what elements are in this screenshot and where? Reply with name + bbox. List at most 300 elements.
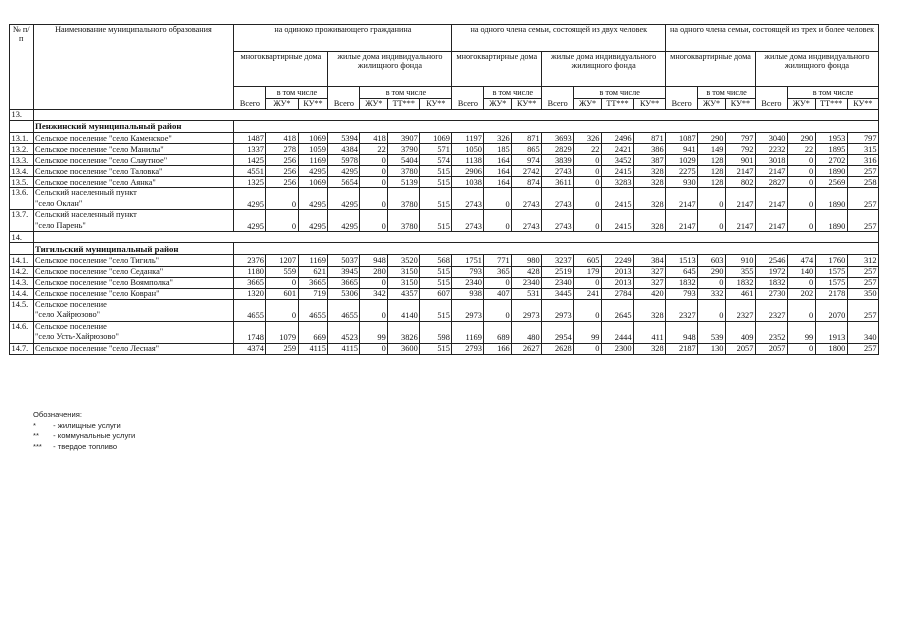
value-cell: 2340 [542, 277, 574, 288]
row-number: 13.2. [10, 144, 34, 155]
section-number-row [10, 110, 879, 121]
header-izhs-1: жилые дома индивидуального жилищного фонда [328, 52, 452, 87]
value-cell: 598 [420, 321, 452, 343]
value-cell: 185 [484, 144, 512, 155]
value-cell: 2627 [512, 343, 542, 354]
value-cell: 1320 [234, 288, 266, 299]
value-cell: 2057 [755, 343, 787, 354]
header-izhs-3: жилые дома индивидуального жилищного фонда [755, 52, 878, 87]
row-number: 13.6. [10, 188, 34, 210]
value-cell: 515 [420, 210, 452, 232]
value-cell: 2743 [542, 210, 574, 232]
settlement-name: Сельское поселение "село Таловка" [33, 166, 234, 177]
row-number: 14.4. [10, 288, 34, 299]
header-mkd-3: многоквартирные дома [666, 52, 756, 87]
row-number: 13.1. [10, 133, 34, 144]
value-cell: 280 [360, 266, 388, 277]
value-cell: 2275 [666, 166, 698, 177]
value-cell: 340 [847, 321, 878, 343]
legend-mark: *** [33, 441, 42, 451]
value-cell: 241 [574, 288, 602, 299]
value-cell: 332 [698, 288, 726, 299]
value-cell: 0 [574, 155, 602, 166]
value-cell: 3283 [601, 177, 633, 188]
value-cell: 2827 [755, 177, 787, 188]
value-cell: 1513 [666, 255, 698, 266]
value-cell: 3945 [328, 266, 360, 277]
value-cell: 2147 [666, 210, 698, 232]
value-cell: 605 [574, 255, 602, 266]
row-number: 13.5. [10, 177, 34, 188]
value-cell: 128 [698, 177, 726, 188]
value-cell: 99 [360, 321, 388, 343]
value-cell: 2743 [542, 166, 574, 177]
value-cell: 179 [574, 266, 602, 277]
value-cell: 865 [512, 144, 542, 155]
row-number: 14.5. [10, 299, 34, 321]
header-total: Всего [328, 87, 360, 110]
value-cell: 2730 [755, 288, 787, 299]
settlement-name: Сельское поселение "село Манилы" [33, 144, 234, 155]
value-cell: 2743 [512, 210, 542, 232]
value-cell: 99 [787, 321, 815, 343]
value-cell: 531 [512, 288, 542, 299]
settlement-name-line1: Сельский населенный пункт [35, 210, 137, 220]
legend-item [33, 442, 135, 453]
value-cell: 871 [512, 133, 542, 144]
value-cell: 948 [360, 255, 388, 266]
header-zhu: ЖУ* [787, 99, 815, 110]
table-row [10, 255, 879, 266]
value-cell: 793 [452, 266, 484, 277]
value-cell: 0 [266, 299, 298, 321]
table-row [10, 321, 879, 343]
value-cell: 1079 [266, 321, 298, 343]
value-cell: 149 [698, 144, 726, 155]
value-cell: 407 [484, 288, 512, 299]
legend-item [33, 421, 135, 432]
value-cell: 3907 [388, 133, 420, 144]
value-cell: 515 [420, 266, 452, 277]
value-cell: 1890 [815, 210, 847, 232]
value-cell: 793 [666, 288, 698, 299]
header-incl: в том числе [360, 87, 452, 99]
value-cell: 1087 [666, 133, 698, 144]
value-cell: 2376 [234, 255, 266, 266]
value-cell: 411 [634, 321, 666, 343]
value-cell: 1890 [815, 188, 847, 210]
value-cell: 474 [787, 255, 815, 266]
value-cell: 312 [847, 255, 878, 266]
value-cell: 621 [298, 266, 328, 277]
value-cell: 719 [298, 288, 328, 299]
value-cell: 0 [787, 210, 815, 232]
value-cell: 2147 [725, 166, 755, 177]
value-cell: 948 [666, 321, 698, 343]
value-cell: 256 [266, 155, 298, 166]
value-cell: 0 [266, 188, 298, 210]
value-cell: 3826 [388, 321, 420, 343]
value-cell: 328 [634, 166, 666, 177]
header-zhu: ЖУ* [698, 99, 726, 110]
value-cell: 316 [847, 155, 878, 166]
header-incl: в том числе [574, 87, 666, 99]
value-cell: 2057 [725, 343, 755, 354]
value-cell: 0 [574, 166, 602, 177]
table-body [10, 25, 879, 355]
legend-mark: ** [33, 431, 39, 440]
value-cell: 0 [787, 343, 815, 354]
value-cell: 2147 [666, 188, 698, 210]
value-cell: 2743 [452, 188, 484, 210]
value-cell: 797 [847, 133, 878, 144]
value-cell: 3665 [298, 277, 328, 288]
value-cell: 3839 [542, 155, 574, 166]
value-cell: 4295 [298, 166, 328, 177]
value-cell: 4374 [234, 343, 266, 354]
value-cell: 2628 [542, 343, 574, 354]
value-cell: 0 [787, 277, 815, 288]
value-cell: 3150 [388, 277, 420, 288]
value-cell: 128 [698, 155, 726, 166]
value-cell: 2784 [601, 288, 633, 299]
row-number: 13.4. [10, 166, 34, 177]
value-cell: 0 [698, 188, 726, 210]
value-cell: 1575 [815, 266, 847, 277]
settlement-name: Сельское поселение "село Слаутное" [33, 155, 234, 166]
value-cell: 2232 [755, 144, 787, 155]
value-cell: 4523 [328, 321, 360, 343]
value-cell: 515 [420, 299, 452, 321]
value-cell: 99 [574, 321, 602, 343]
value-cell: 4295 [328, 188, 360, 210]
value-cell: 2147 [755, 210, 787, 232]
row-number: 14.7. [10, 343, 34, 354]
value-cell: 0 [484, 299, 512, 321]
legend-sep: - [53, 441, 56, 451]
value-cell: 386 [634, 144, 666, 155]
value-cell: 515 [420, 188, 452, 210]
header-ku: КУ** [847, 99, 878, 110]
value-cell: 1169 [298, 155, 328, 166]
value-cell: 1760 [815, 255, 847, 266]
value-cell: 645 [666, 266, 698, 277]
header-ku: КУ** [634, 99, 666, 110]
header-total: Всего [542, 87, 574, 110]
value-cell: 0 [787, 177, 815, 188]
header-total: Всего [234, 87, 266, 110]
value-cell: 1425 [234, 155, 266, 166]
value-cell: 2340 [512, 277, 542, 288]
value-cell: 3237 [542, 255, 574, 266]
value-cell: 2645 [601, 299, 633, 321]
value-cell: 2793 [452, 343, 484, 354]
header-ku: КУ** [512, 99, 542, 110]
value-cell: 3445 [542, 288, 574, 299]
value-cell: 797 [725, 133, 755, 144]
value-cell: 2829 [542, 144, 574, 155]
value-cell: 418 [360, 133, 388, 144]
value-cell: 2496 [601, 133, 633, 144]
value-cell: 5394 [328, 133, 360, 144]
value-cell: 327 [634, 266, 666, 277]
section-title-row [10, 121, 879, 133]
header-tt: ТТ*** [601, 99, 633, 110]
value-cell: 0 [266, 277, 298, 288]
value-cell: 0 [574, 177, 602, 188]
value-cell: 2070 [815, 299, 847, 321]
value-cell: 771 [484, 255, 512, 266]
value-cell: 3452 [601, 155, 633, 166]
value-cell: 3611 [542, 177, 574, 188]
header-zhu: ЖУ* [266, 99, 298, 110]
value-cell: 2147 [725, 188, 755, 210]
value-cell: 2444 [601, 321, 633, 343]
legend-mark: * [33, 420, 36, 430]
value-cell: 4295 [298, 188, 328, 210]
value-cell: 4655 [234, 299, 266, 321]
row-number: 14.1. [10, 255, 34, 266]
value-cell: 387 [634, 155, 666, 166]
table-row [10, 133, 879, 144]
header-group-single: на одиноко проживающего гражданина [234, 25, 452, 52]
value-cell: 1197 [452, 133, 484, 144]
value-cell: 1832 [666, 277, 698, 288]
value-cell: 1169 [298, 255, 328, 266]
value-cell: 0 [360, 277, 388, 288]
value-cell: 164 [484, 177, 512, 188]
value-cell: 607 [420, 288, 452, 299]
settlement-name: Сельское поселение "село Аянка" [33, 177, 234, 188]
value-cell: 3790 [388, 144, 420, 155]
district-title: Пенжинский муниципальный район [33, 121, 234, 133]
value-cell: 5306 [328, 288, 360, 299]
value-cell: 257 [847, 210, 878, 232]
value-cell: 2327 [666, 299, 698, 321]
value-cell: 259 [266, 343, 298, 354]
table-row [10, 188, 879, 210]
value-cell: 1138 [452, 155, 484, 166]
table-row [10, 277, 879, 288]
value-cell: 164 [484, 166, 512, 177]
value-cell: 669 [298, 321, 328, 343]
value-cell: 2352 [755, 321, 787, 343]
value-cell: 0 [484, 210, 512, 232]
value-cell: 328 [634, 210, 666, 232]
value-cell: 257 [847, 277, 878, 288]
settlement-name [33, 210, 234, 232]
value-cell: 1207 [266, 255, 298, 266]
settlement-name [33, 321, 234, 343]
settlement-name-line1: Сельский населенный пункт [35, 188, 137, 198]
table-row [10, 343, 879, 354]
value-cell: 2743 [542, 188, 574, 210]
value-cell: 601 [266, 288, 298, 299]
row-empty [234, 121, 879, 133]
header-izhs-2: жилые дома индивидуального жилищного фонда [542, 52, 666, 87]
legend-item [33, 431, 135, 442]
header-ku: КУ** [725, 99, 755, 110]
value-cell: 0 [698, 210, 726, 232]
value-cell: 871 [634, 133, 666, 144]
value-cell: 0 [787, 188, 815, 210]
value-cell: 140 [787, 266, 815, 277]
value-cell: 164 [484, 155, 512, 166]
value-cell: 278 [266, 144, 298, 155]
value-cell: 1972 [755, 266, 787, 277]
value-cell: 428 [512, 266, 542, 277]
value-cell: 257 [847, 343, 878, 354]
district-title: Тигильский муниципальный район [33, 243, 234, 255]
value-cell: 515 [420, 343, 452, 354]
value-cell: 2178 [815, 288, 847, 299]
value-cell: 1832 [755, 277, 787, 288]
value-cell: 2340 [452, 277, 484, 288]
value-cell: 4295 [328, 210, 360, 232]
value-cell: 1050 [452, 144, 484, 155]
row-number [10, 121, 34, 133]
value-cell: 1748 [234, 321, 266, 343]
value-cell: 3780 [388, 210, 420, 232]
value-cell: 0 [360, 343, 388, 354]
header-tt: ТТ*** [815, 99, 847, 110]
header-incl: в том числе [787, 87, 878, 99]
value-cell: 5037 [328, 255, 360, 266]
table-row [10, 177, 879, 188]
value-cell: 910 [725, 255, 755, 266]
value-cell: 5654 [328, 177, 360, 188]
value-cell: 1895 [815, 144, 847, 155]
settlement-name: Сельское поселение "село Ковран" [33, 288, 234, 299]
value-cell: 0 [360, 177, 388, 188]
settlement-name-line2: "село Усть-Хайрюзово" [35, 332, 119, 342]
value-cell: 901 [725, 155, 755, 166]
value-cell: 1913 [815, 321, 847, 343]
header-total: Всего [452, 87, 484, 110]
section-number-row [10, 232, 879, 243]
value-cell: 1953 [815, 133, 847, 144]
value-cell: 792 [725, 144, 755, 155]
value-cell: 2187 [666, 343, 698, 354]
header-group-two: на одного члена семьи, состоящей из двух человек [452, 25, 666, 52]
value-cell: 5404 [388, 155, 420, 166]
value-cell: 1059 [298, 144, 328, 155]
value-cell: 938 [452, 288, 484, 299]
table-row [10, 166, 879, 177]
value-cell: 257 [847, 299, 878, 321]
settlement-name-line1: Сельское поселение [35, 321, 107, 331]
legend-text: коммунальные услуги [57, 431, 136, 440]
value-cell: 2249 [601, 255, 633, 266]
value-cell: 1069 [298, 177, 328, 188]
value-cell: 974 [512, 155, 542, 166]
cost-table [9, 24, 879, 355]
value-cell: 327 [634, 277, 666, 288]
value-cell: 4115 [298, 343, 328, 354]
value-cell: 0 [787, 155, 815, 166]
value-cell: 4384 [328, 144, 360, 155]
header-mkd-1: многоквартирные дома [234, 52, 328, 87]
value-cell: 1325 [234, 177, 266, 188]
value-cell: 0 [484, 277, 512, 288]
value-cell: 4551 [234, 166, 266, 177]
value-cell: 22 [787, 144, 815, 155]
value-cell: 2973 [512, 299, 542, 321]
value-cell: 420 [634, 288, 666, 299]
value-cell: 4357 [388, 288, 420, 299]
value-cell: 3150 [388, 266, 420, 277]
value-cell: 128 [698, 166, 726, 177]
value-cell: 1575 [815, 277, 847, 288]
row-number: 14.2. [10, 266, 34, 277]
value-cell: 1832 [725, 277, 755, 288]
value-cell: 0 [360, 188, 388, 210]
row-number: 13. [10, 110, 34, 121]
value-cell: 2973 [542, 299, 574, 321]
value-cell: 2743 [512, 188, 542, 210]
table-row [10, 144, 879, 155]
value-cell: 2702 [815, 155, 847, 166]
value-cell: 355 [725, 266, 755, 277]
value-cell: 202 [787, 288, 815, 299]
header-zhu: ЖУ* [360, 99, 388, 110]
value-cell: 328 [634, 343, 666, 354]
value-cell: 930 [666, 177, 698, 188]
header-zhu: ЖУ* [484, 99, 512, 110]
value-cell: 2327 [725, 299, 755, 321]
settlement-name-line2: "село Оклан" [35, 198, 83, 208]
header-row-groups [10, 25, 879, 52]
value-cell: 0 [574, 210, 602, 232]
settlement-name-line2: "село Парень" [35, 220, 86, 230]
table-row [10, 266, 879, 277]
row-number: 13.3. [10, 155, 34, 166]
value-cell: 326 [574, 133, 602, 144]
value-cell: 2415 [601, 188, 633, 210]
value-cell: 2147 [725, 210, 755, 232]
value-cell: 2147 [755, 166, 787, 177]
value-cell: 4140 [388, 299, 420, 321]
settlement-name-line2: "село Хайрюзово" [35, 310, 101, 320]
value-cell: 4295 [234, 188, 266, 210]
value-cell: 1069 [420, 133, 452, 144]
value-cell: 0 [574, 299, 602, 321]
legend-title: Обозначения: [33, 410, 82, 419]
value-cell: 3693 [542, 133, 574, 144]
row-number: 14. [10, 232, 34, 243]
value-cell: 5139 [388, 177, 420, 188]
value-cell: 5978 [328, 155, 360, 166]
value-cell: 384 [634, 255, 666, 266]
value-cell: 0 [266, 210, 298, 232]
legend-text: твердое топливо [57, 441, 118, 451]
value-cell: 515 [420, 177, 452, 188]
settlement-name [33, 299, 234, 321]
value-cell: 2327 [755, 299, 787, 321]
value-cell: 3780 [388, 188, 420, 210]
value-cell: 256 [266, 177, 298, 188]
table-row [10, 210, 879, 232]
value-cell: 2415 [601, 210, 633, 232]
value-cell: 2973 [452, 299, 484, 321]
value-cell: 515 [420, 277, 452, 288]
value-cell: 2546 [755, 255, 787, 266]
value-cell: 689 [484, 321, 512, 343]
header-group-three: на одного члена семьи, состоящей из трех и более человек [666, 25, 879, 52]
value-cell: 574 [420, 155, 452, 166]
value-cell: 328 [634, 177, 666, 188]
header-incl: в том числе [484, 87, 542, 99]
